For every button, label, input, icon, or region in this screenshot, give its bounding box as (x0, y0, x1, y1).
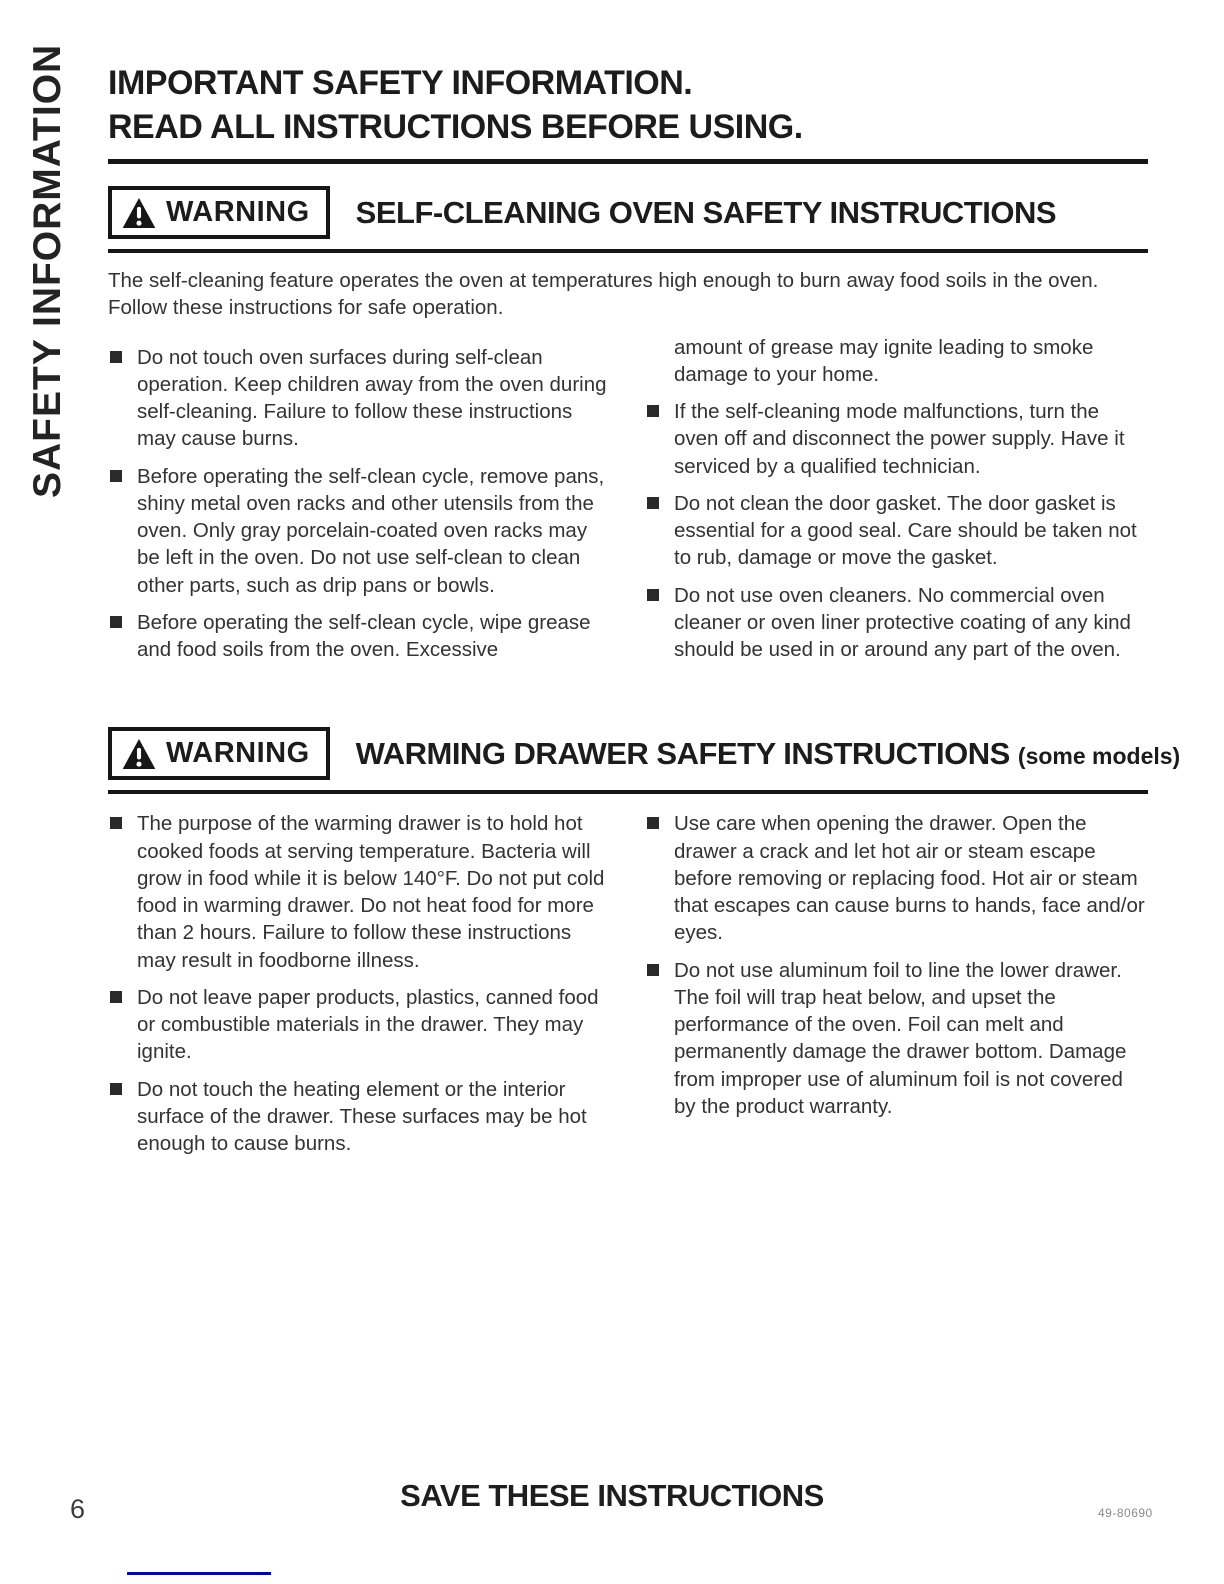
list-item-text: Do not touch the heating element or the interior surface of the drawer. These surfaces may be hot enough to cause burns. (137, 1077, 587, 1156)
left-column (108, 334, 611, 664)
list-item (645, 810, 1148, 946)
warning-label: WARNING (166, 196, 310, 229)
page-title (108, 62, 1148, 149)
bullet-square-icon (647, 497, 659, 509)
warning-header-row (108, 186, 1148, 239)
warning-box (108, 186, 330, 239)
left-column (108, 810, 611, 1157)
list-item (645, 398, 1148, 480)
page-title-line2: READ ALL INSTRUCTIONS BEFORE USING. (108, 107, 803, 146)
list-item-text: Do not clean the door gasket. The door gasket is essential for a good seal. Care should be taken not to rub, damage or move the gasket. (674, 491, 1137, 570)
bottom-blue-line (127, 1572, 271, 1575)
section-intro: The self-cleaning feature operates the oven at temperatures high enough to burn away food soils in the oven. Follow these instructions for safe operation. (108, 269, 1099, 320)
list-item-text: Do not touch oven surfaces during self-clean operation. Keep children away from the oven during self-cleaning. Failure to follow these instructions may cause burns. (137, 345, 607, 451)
warning-triangle-icon (122, 197, 156, 229)
section-title-suffix: (some models) (1017, 742, 1181, 769)
section-self-cleaning (108, 186, 1148, 663)
page-number: 6 (70, 1494, 86, 1524)
list-item-text: Do not use oven cleaners. No commercial oven cleaner or oven liner protective coating of any kind should be used in or around any part of the oven. (674, 583, 1131, 662)
page-title-line1: IMPORTANT SAFETY INFORMATION. (108, 64, 693, 102)
list-item (645, 490, 1148, 572)
list-item (108, 344, 611, 453)
bullet-square-icon (647, 817, 659, 829)
bullet-square-icon (647, 405, 659, 417)
bullet-square-icon (647, 589, 659, 601)
section-divider (108, 249, 1148, 253)
sidebar-vertical-label: SAFETY INFORMATION (26, 43, 69, 498)
list-item (108, 609, 611, 664)
warning-header-row (108, 727, 1181, 780)
section-title (356, 736, 1181, 772)
warning-box (108, 727, 330, 780)
list-item (645, 582, 1148, 664)
save-these-instructions-text: SAVE THESE INSTRUCTIONS (400, 1478, 824, 1513)
list-item (108, 984, 611, 1066)
warning-label: WARNING (166, 737, 310, 770)
list-item-text: If the self-cleaning mode malfunctions, turn the oven off and disconnect the power supply. Have it serviced by a qualified technician. (674, 400, 1125, 478)
document-part-number: 49-80690 (1098, 1506, 1153, 1520)
right-column (645, 810, 1148, 1157)
bullet-square-icon (110, 470, 122, 482)
list-item-text: The purpose of the warming drawer is to hold hot cooked foods at serving temperature. Bacteria will grow in food while it is below 140°F. Do not put cold food in warming drawer. Do not heat food for more than 2 hours. Failure to follow these instructions may result in foodborne illness. (137, 812, 605, 972)
list-item (108, 463, 611, 599)
bullet-square-icon (110, 616, 122, 628)
list-item (108, 810, 611, 974)
list-item-text: Before operating the self-clean cycle, wipe grease and food soils from the oven. Excessive (137, 610, 591, 662)
bullet-square-icon (110, 351, 122, 363)
list-item (645, 957, 1148, 1121)
page-content (108, 62, 1181, 1157)
section-title (356, 195, 1056, 231)
warning-triangle-icon (122, 738, 156, 770)
list-item-text: Do not leave paper products, plastics, canned food or combustible materials in the drawer. They may ignite. (137, 985, 599, 1064)
list-item (108, 1076, 611, 1158)
bullet-square-icon (110, 1083, 122, 1095)
list-item-text: Use care when opening the drawer. Open the drawer a crack and let hot air or steam escape before removing or replacing food. Hot air or steam that escapes can cause burns to hands, face and/or eyes. (674, 812, 1145, 945)
right-column (645, 334, 1148, 664)
section-divider (108, 790, 1148, 794)
list-item-text: Before operating the self-clean cycle, remove pans, shiny metal oven racks and other utensils from the oven. Only gray porcelain-coated oven racks may be left in the oven. Do not use self-clean to clean other parts, such as drip pans or bowls. (137, 464, 605, 597)
section-warming-drawer (108, 727, 1181, 1157)
section-title-text: WARMING DRAWER SAFETY INSTRUCTIONS (355, 735, 1010, 771)
bullet-square-icon (647, 964, 659, 976)
bullet-square-icon (110, 817, 122, 829)
two-column-list (108, 810, 1148, 1157)
two-column-list (108, 334, 1148, 664)
list-item-text: Do not use aluminum foil to line the lower drawer. The foil will trap heat below, and upset the performance of the oven. Foil can melt and permanently damage the drawer bottom. Damage from improper use of aluminum foil is not covered by the product warranty. (674, 958, 1127, 1118)
bullet-square-icon (110, 991, 122, 1003)
title-divider (108, 159, 1148, 164)
list-item-continuation: amount of grease may ignite leading to smoke damage to your home. (674, 335, 1094, 386)
section-title-text: SELF-CLEANING OVEN SAFETY INSTRUCTIONS (355, 194, 1057, 230)
